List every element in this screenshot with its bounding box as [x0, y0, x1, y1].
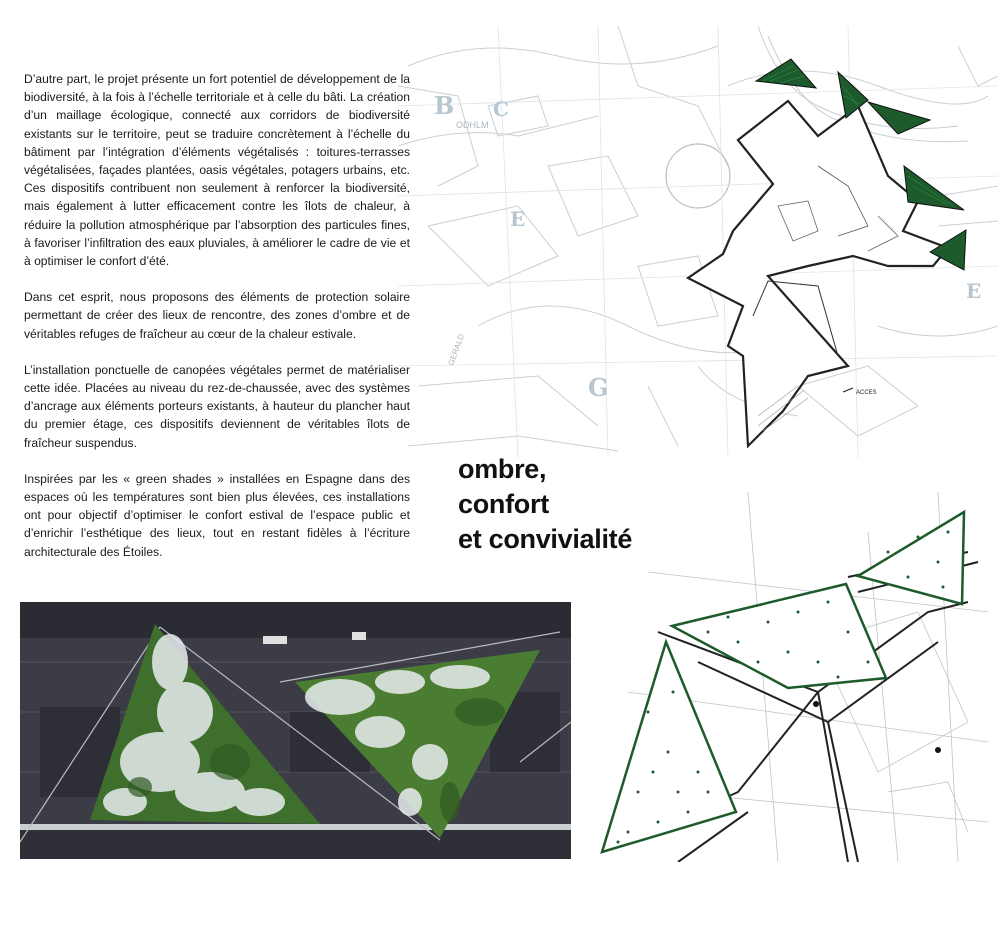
plan-street-label: GERALD: [446, 332, 467, 367]
plan-letter-e-left: E: [510, 207, 526, 231]
canopy-sketch: [588, 492, 988, 862]
canopy-triangle-3: [868, 102, 930, 134]
sketch-canopy-top: [672, 584, 886, 688]
sketch-canopy-left: [602, 642, 736, 852]
green-shades-photo: [20, 602, 571, 859]
plan-letter-e-right: E: [966, 279, 982, 303]
paragraph-green-shades: Inspirées par les « green shades » installées en Espagne dans des espaces où les températures sont bien plus élevées, ces installations ont pour objectif d’optimiser le confort estival de l’espace public et d’enrichir l’esthétique des lieux, tout en restant fidèles à l’écriture architecturale des Étoiles.: [24, 471, 410, 559]
headline-line-1: ombre,: [458, 454, 547, 484]
plan-letter-b: B: [434, 91, 455, 120]
sketch-canopy-right: [858, 512, 964, 604]
paragraph-solar-protection: Dans cet esprit, nous proposons des éléments de protection solaire permettant de créer des lieux de rencontre, des zones d’ombre et de véritables refuges de fraîcheur au cœur de la chaleur estivale.: [24, 290, 410, 341]
headline-line-2: confort: [458, 489, 549, 519]
canopy-triangle-2: [838, 72, 868, 118]
headline-line-3: et convivialité: [458, 524, 633, 554]
plan-letter-c: C: [493, 97, 509, 121]
canopy-triangle-1: [756, 59, 816, 88]
plan-access-label: ACCES: [856, 390, 877, 396]
paragraph-biodiversity: D’autre part, le projet présente un fort potentiel de développement de la biodiversité, à la fois à l’échelle territoriale et à celle du bâti. La création d’un maillage écologique, connecté aux corridors de biodiversité existants sur le territoire, peut se traduire concrètement à l’échelle du bâtiment par l’intégration d’éléments végétalisés : toitures-terrasses végétalisées, façades plantées, oasis végétales, potagers urbains, etc. Ces dispositifs contribuent non seulement à renforcer la biodiversité, mais également à lutter efficacement contre les îlots de chaleur, à réduire la pollution atmosphérique par l’absorption des particules fines, à favoriser l’infiltration des eaux pluviales, à améliorer le cadre de vie et à optimiser le confort d’été.: [24, 72, 410, 269]
plan-letter-g: G: [588, 373, 609, 402]
paragraph-canopies: L’installation ponctuelle de canopées végétales permet de matérialiser cette idée. Placées au niveau du rez-de-chaussée, avec des systèmes d’ancrage aux éléments porteurs existants, à hauteur du plancher haut du premier étage, ces dispositifs deviennent de véritables îlots de fraîcheur suspendus.: [24, 362, 410, 450]
body-text-column: [24, 70, 410, 579]
site-plan: [398, 26, 998, 458]
plan-odhlm-label: ODHLM: [456, 120, 489, 130]
